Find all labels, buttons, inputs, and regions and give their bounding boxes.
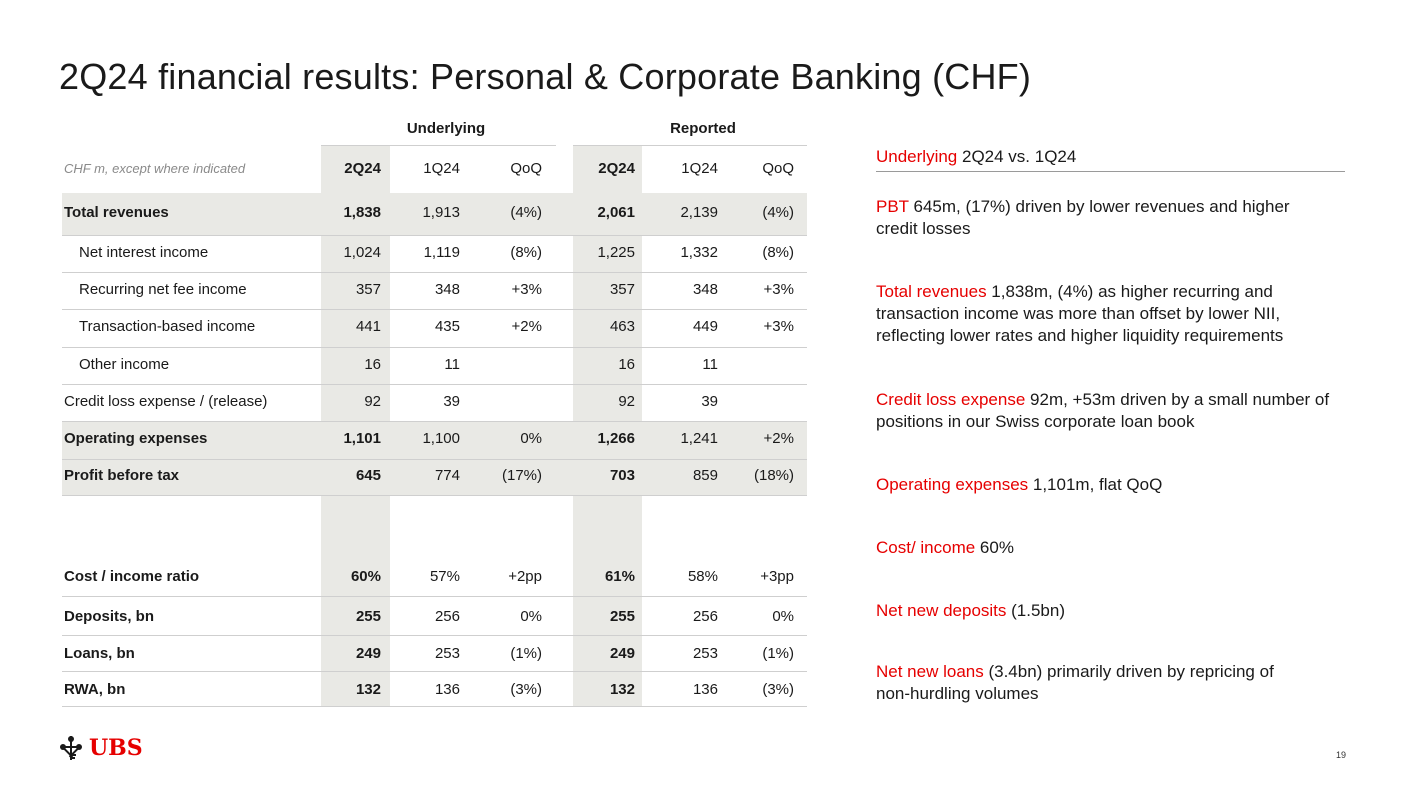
row-value: 2,061: [597, 204, 635, 221]
row-value: (8%): [762, 244, 794, 261]
commentary-header: [876, 147, 1345, 172]
row-value: 859: [692, 467, 718, 484]
row-value: 249: [609, 645, 635, 662]
logo-text: UBS: [89, 735, 143, 761]
row-label: Other income: [79, 356, 170, 373]
row-label: Profit before tax: [64, 467, 180, 484]
commentary-operating-expenses: [876, 474, 1346, 496]
underlying-group-header: Underlying: [406, 120, 486, 137]
row-value: 1,913: [422, 204, 460, 221]
row-value: (4%): [510, 204, 542, 221]
col-header-reported-1q24: 1Q24: [681, 160, 718, 177]
row-value: 16: [618, 356, 635, 373]
row-value: 39: [701, 393, 718, 410]
row-value: 249: [355, 645, 381, 662]
commentary-header-text: 2Q24 vs. 1Q24: [957, 147, 1077, 166]
row-label: Recurring net fee income: [79, 281, 247, 298]
row-value: (18%): [753, 467, 794, 484]
commentary-total-revenues-text: 1,838m, (4%) as higher recurring and transaction income was more than offset by lower NII, reflecting lower rates and higher liquidity requirements: [876, 282, 1284, 345]
row-value: 1,241: [680, 430, 718, 447]
row-value: (3%): [762, 681, 794, 698]
unit-note: CHF m, except where indicated: [64, 161, 246, 176]
row-value: 1,024: [343, 244, 381, 261]
row-value: (3%): [510, 681, 542, 698]
row-value: 92: [364, 393, 381, 410]
row-value: 58%: [687, 568, 718, 585]
row-value: 1,332: [680, 244, 718, 261]
commentary-pbt: [876, 196, 1326, 240]
row-value: +2%: [511, 318, 542, 335]
row-value: 1,100: [422, 430, 460, 447]
commentary-net-new-deposits-label: Net new deposits: [876, 601, 1007, 620]
row-value: 357: [355, 281, 381, 298]
row-value: 253: [434, 645, 460, 662]
row-value: +3%: [763, 281, 794, 298]
ubs-logo: [59, 735, 143, 761]
row-value: 132: [609, 681, 635, 698]
row-value: (17%): [501, 467, 542, 484]
commentary-pbt-text: 645m, (17%) driven by lower revenues and higher credit losses: [876, 197, 1290, 238]
row-value: 132: [355, 681, 381, 698]
row-value: 0%: [520, 430, 542, 447]
reported-group-header: Reported: [670, 120, 736, 137]
row-value: 16: [364, 356, 381, 373]
row-value: 463: [609, 318, 635, 335]
row-value: 256: [434, 608, 460, 625]
row-value: 255: [609, 608, 635, 625]
ubs-keys-icon: [59, 735, 83, 761]
row-label: Credit loss expense / (release): [64, 393, 268, 410]
row-value: (8%): [510, 244, 542, 261]
row-value: +2%: [763, 430, 794, 447]
row-value: 441: [355, 318, 381, 335]
row-value: 1,119: [423, 244, 460, 261]
commentary-credit-loss-text: 92m, +53m driven by a small number of positions in our Swiss corporate loan book: [876, 390, 1330, 431]
row-value: 60%: [350, 568, 381, 585]
commentary-net-new-loans-label: Net new loans: [876, 662, 984, 681]
row-value: 435: [434, 318, 460, 335]
row-value: 11: [444, 356, 460, 373]
row-value: +2pp: [508, 568, 542, 585]
row-value: +3pp: [760, 568, 794, 585]
row-value: 1,101: [343, 430, 381, 447]
col-header-underlying-qoq: QoQ: [510, 160, 542, 177]
row-label: RWA, bn: [64, 681, 126, 698]
row-value: 774: [434, 467, 460, 484]
commentary-cost-income-label: Cost/ income: [876, 538, 976, 557]
row-value: 11: [702, 356, 718, 373]
commentary-cost-income: [876, 537, 1346, 559]
row-value: 256: [692, 608, 718, 625]
row-value: 0%: [772, 608, 794, 625]
commentary-header-accent: Underlying: [876, 147, 958, 166]
col-header-underlying-1q24: 1Q24: [423, 160, 460, 177]
row-value: 348: [692, 281, 718, 298]
row-value: 645: [355, 467, 381, 484]
commentary-net-new-deposits-text: (1.5bn): [1006, 601, 1065, 620]
row-value: (1%): [510, 645, 542, 662]
row-label: Operating expenses: [64, 430, 208, 447]
commentary-operating-expenses-text: 1,101m, flat QoQ: [1028, 475, 1163, 494]
row-value: 39: [443, 393, 460, 410]
row-value: 136: [692, 681, 718, 698]
row-value: 57%: [429, 568, 460, 585]
col-header-underlying-2q24: 2Q24: [344, 160, 381, 177]
row-label: Transaction-based income: [79, 318, 256, 335]
commentary-total-revenues-label: Total revenues: [876, 282, 987, 301]
commentary-net-new-deposits: [876, 600, 1346, 622]
row-value: 253: [692, 645, 718, 662]
commentary-credit-loss-label: Credit loss expense: [876, 390, 1026, 409]
commentary-operating-expenses-label: Operating expenses: [876, 475, 1029, 494]
commentary-credit-loss: [876, 389, 1346, 433]
row-value: 1,838: [343, 204, 381, 221]
row-label: Loans, bn: [64, 645, 135, 662]
commentary-total-revenues: [876, 281, 1321, 347]
row-value: (1%): [762, 645, 794, 662]
col-header-reported-qoq: QoQ: [762, 160, 794, 177]
row-value: 92: [618, 393, 635, 410]
row-value: 449: [692, 318, 718, 335]
row-value: 1,225: [597, 244, 635, 261]
commentary-net-new-loans: [876, 661, 1291, 705]
row-value: +3%: [511, 281, 542, 298]
page-title: 2Q24 financial results: Personal & Corporate Banking (CHF): [59, 56, 1032, 97]
row-label: Cost / income ratio: [64, 568, 200, 585]
row-value: 348: [434, 281, 460, 298]
row-value: 136: [434, 681, 460, 698]
page-number: 19: [1336, 750, 1347, 760]
row-value: 703: [609, 467, 635, 484]
row-value: (4%): [762, 204, 794, 221]
commentary-pbt-label: PBT: [876, 197, 909, 216]
row-value: 255: [355, 608, 381, 625]
row-label: Net interest income: [79, 244, 209, 261]
row-label: Total revenues: [64, 204, 169, 221]
row-value: 61%: [604, 568, 635, 585]
row-label: Deposits, bn: [64, 608, 155, 625]
row-value: 2,139: [680, 204, 718, 221]
row-value: 1,266: [597, 430, 635, 447]
commentary-net-new-loans-text: (3.4bn) primarily driven by repricing of non-hurdling volumes: [876, 662, 1274, 703]
commentary-cost-income-text: 60%: [975, 538, 1014, 557]
row-value: 0%: [520, 608, 542, 625]
row-value: 357: [609, 281, 635, 298]
col-header-reported-2q24: 2Q24: [598, 160, 635, 177]
row-value: +3%: [763, 318, 794, 335]
